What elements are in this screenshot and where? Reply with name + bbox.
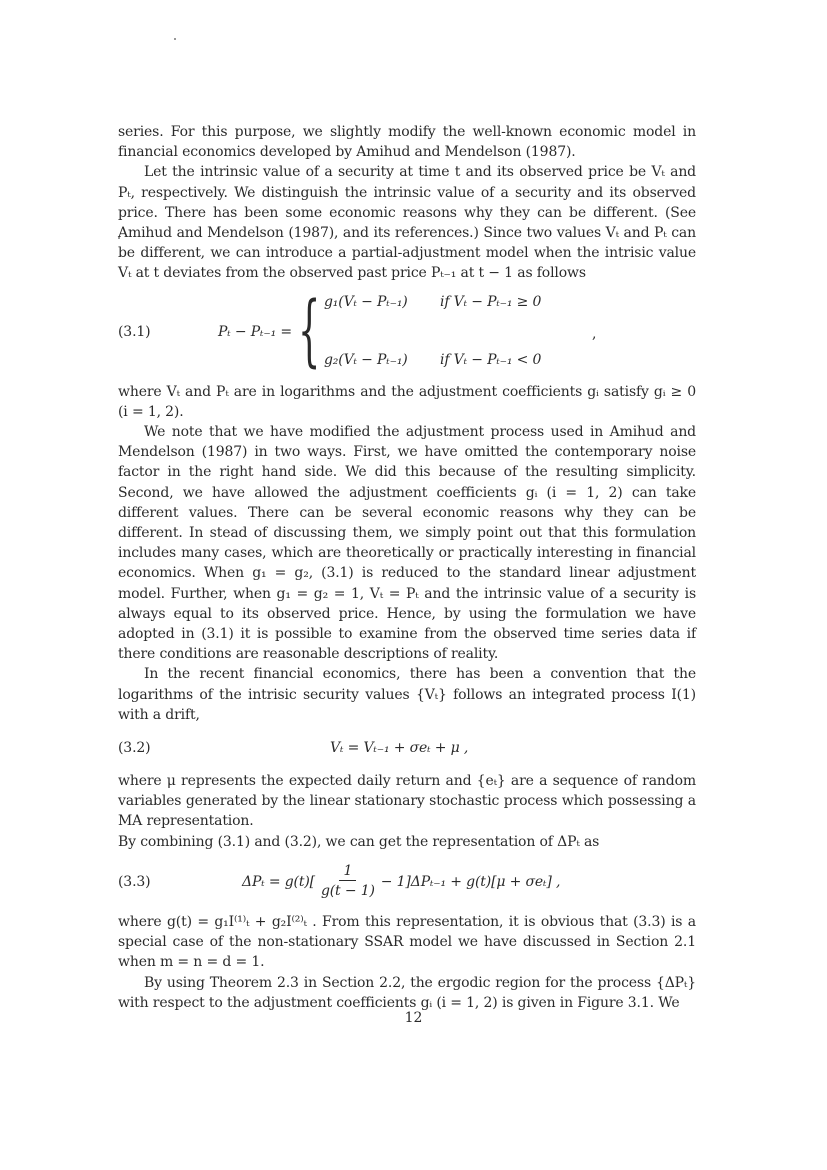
equation-lhs: ΔPₜ = g(t)[ [242, 873, 315, 890]
fraction-numerator: 1 [339, 862, 356, 881]
equation-3-3 [118, 852, 696, 912]
paragraph: where g(t) = g₁I⁽¹⁾ₜ + g₂I⁽²⁾ₜ . From this representation, it is obvious that (3.3) is a special case of the non-stationary SSAR model we have discussed in Section 2.1 when m = n = d = 1. [118, 913, 696, 971]
paragraph: In the recent financial economics, there has been a convention that the logarithms of the intrisic security values {Vₜ} follows an integrated process I(1) with a drift, [118, 666, 696, 723]
equation-3-1 [118, 285, 696, 380]
equation-expression: Vₜ = Vₜ₋₁ + σeₜ + μ , [330, 739, 469, 756]
equation-condition: if Vₜ − Pₜ₋₁ < 0 [440, 351, 542, 368]
equation-number: (3.3) [118, 873, 151, 890]
equation-condition: if Vₜ − Pₜ₋₁ ≥ 0 [440, 293, 542, 310]
paper-body [118, 122, 696, 1013]
paragraph: By using Theorem 2.3 in Section 2.2, the ergodic region for the process {ΔPₜ} with respect to the adjustment coefficients gᵢ (i = 1, 2) is given in Figure 3.1. We [118, 974, 696, 1011]
paragraph: We note that we have modified the adjustment process used in Amihud and Mendelson (1987) in two ways. First, we have omitted the contemporary noise factor in the right hand side. We did this because of the resulting simplicity. Second, we have allowed the adjustment coefficients gᵢ (i = 1, 2) can take different values. There can be several economic reasons why they can be different. In stead of discussing them, we simply point out that this formulation includes many cases, which are theoretically or practically interesting in financial economics. When g₁ = g₂, (3.1) is reduced to the standard linear adjustment model. Further, when g₁ = g₂ = 1, Vₜ = Pₜ and the intrinsic value of a security is always equal to its observed price. Hence, by using the formulation we have adopted in (3.1) it is possible to examine from the observed time series data if there conditions are reasonable descriptions of reality. [118, 424, 696, 663]
equation-number: (3.2) [118, 739, 151, 756]
equation-comma: , [592, 325, 597, 342]
equation-expression [242, 862, 560, 901]
paragraph: By combining (3.1) and (3.2), we can get the representation of ΔPₜ as [118, 833, 600, 850]
equation-lhs: Pₜ − Pₜ₋₁ = [218, 323, 292, 340]
fraction-denominator: g(t − 1) [320, 883, 375, 900]
paragraph: where μ represents the expected daily return and {eₜ} are a sequence of random variables generated by the linear stationary stochastic process which possessing a MA representation. [118, 773, 696, 830]
fraction [317, 862, 379, 901]
equation-case: g₁(Vₜ − Pₜ₋₁) [324, 293, 408, 310]
page-number: 12 [404, 1010, 423, 1026]
equation-case: g₂(Vₜ − Pₜ₋₁) [324, 351, 408, 368]
equation-rhs: − 1]ΔPₜ₋₁ + g(t)[μ + σeₜ] , [380, 873, 561, 890]
equation-3-2 [118, 725, 696, 771]
equation-number: (3.1) [118, 323, 151, 340]
scan-speck [174, 38, 176, 40]
left-brace: { [298, 285, 321, 376]
paragraph: Let the intrinsic value of a security at time t and its observed price be Vₜ and Pₜ, respectively. We distinguish the intrinsic value of a security and its observed price. There has been some economic reasons why they can be different. (See Amihud and Mendelson (1987), and its references.) Since two values Vₜ and Pₜ can be different, we can introduce a partial-adjustment model when the intrisic value Vₜ at t deviates from the observed past price Pₜ₋₁ at t − 1 as follows [118, 164, 696, 282]
paragraph: where Vₜ and Pₜ are in logarithms and the adjustment coefficients gᵢ satisfy gᵢ ≥ 0 (i = 1, 2). [118, 383, 696, 420]
paragraph: series. For this purpose, we slightly modify the well-known economic model in financial economics developed by Amihud and Mendelson (1987). [118, 124, 696, 161]
